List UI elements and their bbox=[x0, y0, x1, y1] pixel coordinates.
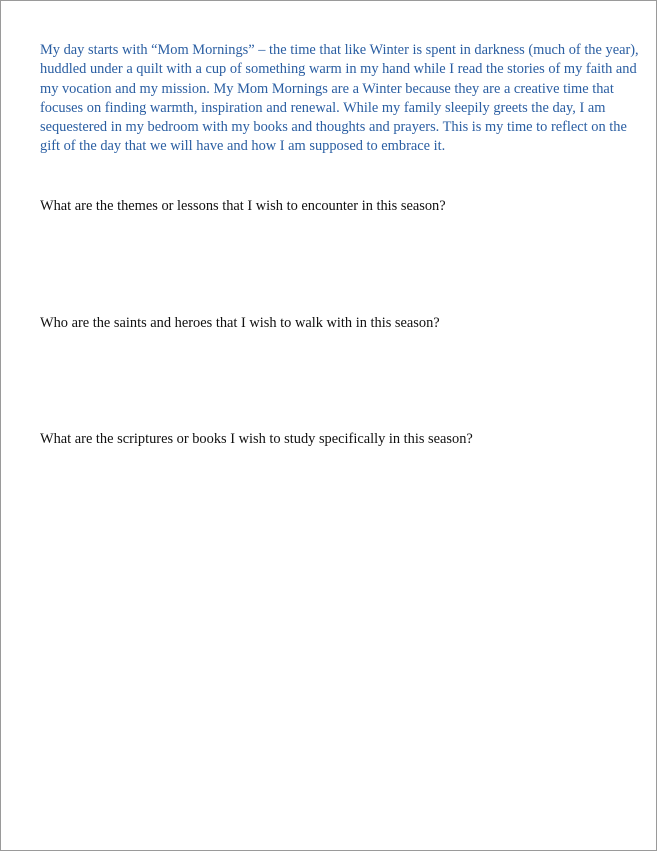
intro-paragraph: My day starts with “Mom Mornings” – the time that like Winter is spent in darkness (much of the year), huddled under a quilt with a cup of something warm in my hand while I read the stories of my faith and my vocation and my mission. My Mom Mornings are a Winter because they are a creative time that focuses on finding warmth, inspiration and renewal. While my family sleepily greets the day, I am sequestered in my bedroom with my books and thoughts and prayers. This is my time to reflect on the gift of the day that we will have and how I am supposed to embrace it. bbox=[40, 42, 639, 155]
question-saints: Who are the saints and heroes that I wish to walk with in this season? bbox=[40, 315, 440, 331]
question-themes: What are the themes or lessons that I wish to encounter in this season? bbox=[40, 198, 446, 214]
question-scriptures: What are the scriptures or books I wish to study specifically in this season? bbox=[40, 431, 473, 447]
